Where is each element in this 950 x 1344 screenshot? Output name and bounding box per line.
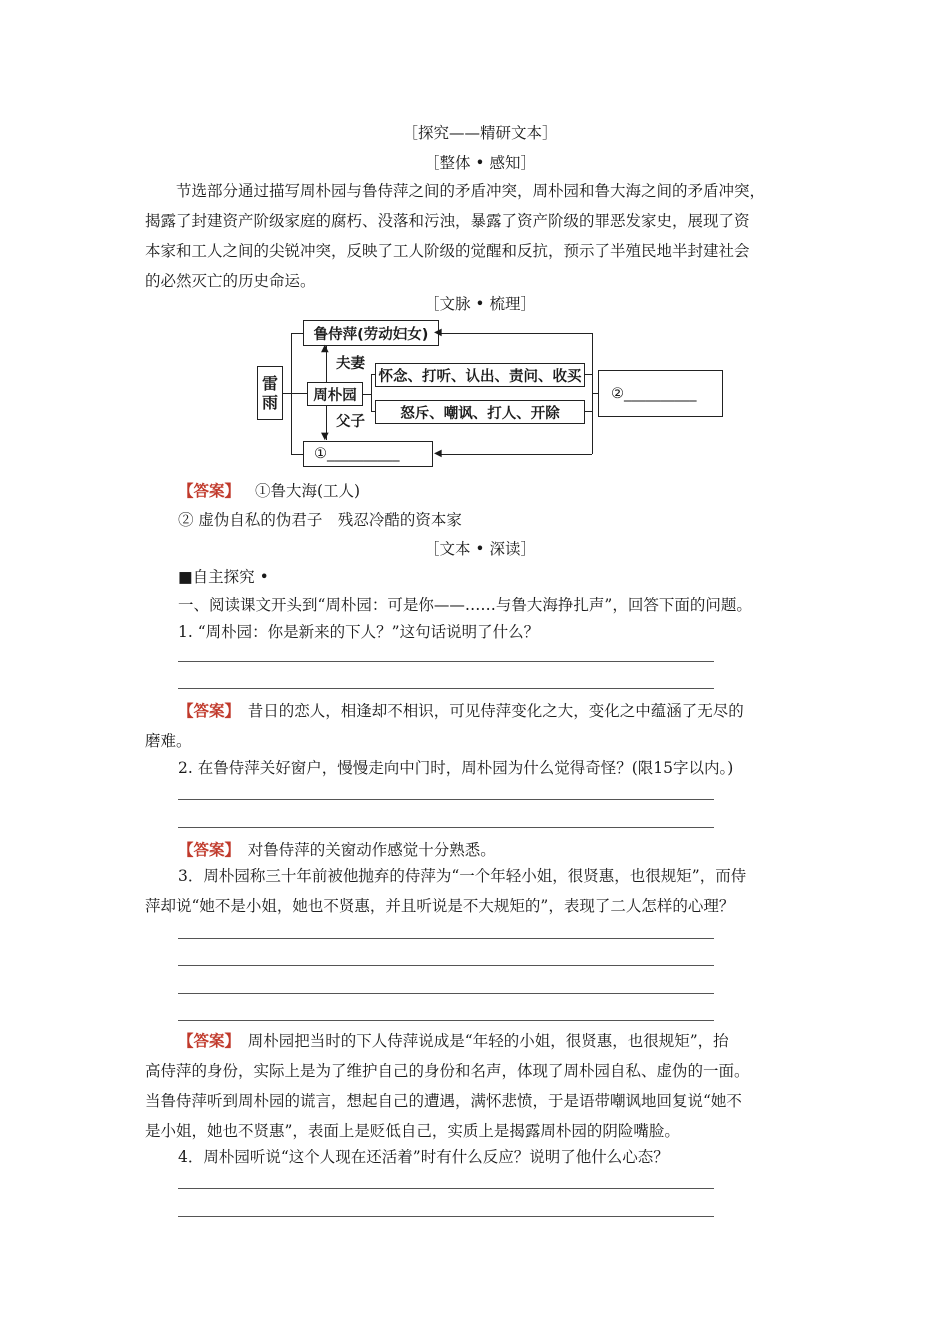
answer-3 xyxy=(145,1026,815,1146)
subtitle-overall: ［整体 • 感知］ xyxy=(424,154,536,172)
question-3: 3．周朴园称三十年前被他抛弃的侍萍为“一个年轻小姐，很贤惠，也很规矩”，而侍 萍却说“她不是小姐，她也不贤惠，并且听说是不大规矩的”，表现了二人怎样的心理？ xyxy=(145,867,747,915)
diagram-center-box: 周朴园 xyxy=(307,382,363,406)
label-father-son: 父子 xyxy=(336,414,365,430)
label-husband-wife: 夫妻 xyxy=(336,356,365,372)
answer-line xyxy=(178,799,714,800)
answer-text: 昔日的恋人，相逢却不相识，可见侍萍变化之大，变化之中蕴涵了无尽的 xyxy=(232,702,744,720)
subtitle-structure: ［文脉 • 梳理］ xyxy=(424,295,536,313)
question-1: 1. “周朴园：你是新来的下人？”这句话说明了什么？ xyxy=(178,623,540,641)
answer-line xyxy=(178,965,714,966)
diagram-row-2: 怒斥、嘲讽、打人、开除 xyxy=(375,400,585,424)
subtitle-reading: ［文本 • 深读］ xyxy=(424,540,536,558)
diagram-left-box: 雷雨 xyxy=(257,366,283,420)
answer-tag: 【答案】 xyxy=(178,840,233,859)
answer-line xyxy=(178,938,714,939)
diagram-top-box: 鲁侍萍(劳动妇女) xyxy=(303,320,439,346)
self-study-heading: ■自主探究 • xyxy=(178,568,269,586)
summary-line: 揭露了封建资产阶级家庭的腐朽、没落和污浊，暴露了资产阶级的罪恶发家史，展现了资 xyxy=(145,212,750,230)
diagram-blank-2: ②__________ xyxy=(598,370,723,417)
section-title: ［探究——精研文本］ xyxy=(402,124,558,142)
answer-text: ①鲁大海(工人) xyxy=(254,482,361,500)
summary-line: 的必然灭亡的历史命运。 xyxy=(145,272,316,290)
answer-text: 是小姐，她也不贤惠”，表面上是贬低自己，实质上是揭露周朴园的阴险嘴脸。 xyxy=(145,1122,680,1140)
answer-text: 当鲁侍萍听到周朴园的谎言，想起自己的遭遇，满怀悲愤，于是语带嘲讽地回复说“她不 xyxy=(145,1092,742,1110)
answer-line xyxy=(178,1188,714,1189)
section-intro: 一、阅读课文开头到“周朴园：可是你——……与鲁大海挣扎声”，回答下面的问题。 xyxy=(178,596,752,614)
answer-text: 周朴园把当时的下人侍萍说成是“年轻的小姐，很贤惠，也很规矩”，抬 xyxy=(232,1032,729,1050)
answer-2 xyxy=(178,838,496,860)
answer-diagram-1 xyxy=(178,479,360,501)
answer-text: 高侍萍的身份，实际上是为了维护自己的身份和名声，体现了周朴园自私、虚伪的一面。 xyxy=(145,1062,750,1080)
summary-line: 本家和工人之间的尖锐冲突，反映了工人阶级的觉醒和反抗，预示了半殖民地半封建社会 xyxy=(145,242,750,260)
question-4: 4．周朴园听说“这个人现在还活着”时有什么反应？说明了他什么心态？ xyxy=(178,1148,669,1166)
answer-tag: 【答案】 xyxy=(178,701,233,720)
answer-diagram-2: ② 虚伪自私的伪君子 残忍冷酷的资本家 xyxy=(178,511,462,529)
question-2: 2. 在鲁侍萍关好窗户，慢慢走向中门时，周朴园为什么觉得奇怪？(限15字以内。) xyxy=(178,759,734,777)
answer-line xyxy=(178,827,714,828)
answer-line xyxy=(178,661,714,662)
answer-text: 磨难。 xyxy=(145,732,192,750)
answer-tag: 【答案】 xyxy=(178,1031,233,1050)
diagram-row-1: 怀念、打听、认出、责问、收买 xyxy=(375,363,585,387)
answer-1 xyxy=(145,696,815,756)
answer-line xyxy=(178,1020,714,1021)
answer-text: 对鲁侍萍的关窗动作感觉十分熟悉。 xyxy=(232,841,496,859)
answer-tag: 【答案】 xyxy=(178,481,241,500)
document-page: ［探究——精研文本］ ［整体 • 感知］ 节选部分通过描写周朴园与鲁侍萍之间的矛盾冲突，周朴园和鲁大海之间的矛盾冲突， 揭露了封建资产阶级家庭的腐朽、没落和污浊，暴露了资产阶级的罪恶发家史，展现了资 本家和工人之间的尖锐冲突，反映了工人阶级的觉醒和反抗，预示了半殖民地半封建社会 的必然灭亡的历史命运。 ［文脉 • 梳理］ 雷雨 鲁侍萍(劳动妇女) 周朴园 ①__________ ▲ ▼ 夫妻 父子 怀念、打听、认出、责问、收买 怒斥、嘲讽、打人、开除 ◀ ◀ ②__________ 【答案】 ①鲁大海(工人) ② 虚伪自私的伪君子 残忍冷酷的资本家 ［文本 • 深读］ ■自主探究 • 一、阅读课文开头到“周朴园：可是你——……与鲁大海挣扎声”，回答下面的问题。 1. “周朴园：你是新来的下人？”这句话说明了什么？ 【答案】 昔日的恋人，相逢却不相识，可见侍萍变化之大，变化之中蕴涵了无尽的 磨难。 2. 在鲁侍萍关好窗户，慢慢走向中门时，周朴园为什么觉得奇怪？(限15字以内。) 【答案】 对鲁侍萍的关窗动作感觉十分熟悉。 3．周朴园称三十年前被他抛弃的侍萍为“一个年轻小姐，很贤惠，也很规矩”，而侍 萍却说“她不是小姐，她也不贤惠，并且听说是不大规矩的”，表现了二人怎样的心理？ 【答案】 周朴园把当时的下人侍萍说成是“年轻的小姐，很贤惠，也很规矩”，抬 高侍萍的身份，实际上是为了维护自己的身份和名声，体现了周朴园自私、虚伪的一面。 当鲁侍萍听到周朴园的谎言，想起自己的遭遇，满怀悲愤，于是语带嘲讽地回复说“她不 是小姐，她也不贤惠”，表面上是贬低自己，实质上是揭露周朴园的阴险嘴脸。 4．周朴园听说“这个人现在还活着”时有什么反应？说明了他什么心态？ xyxy=(0,0,950,1344)
summary-line: 节选部分通过描写周朴园与鲁侍萍之间的矛盾冲突，周朴园和鲁大海之间的矛盾冲突， xyxy=(145,182,766,200)
answer-line xyxy=(178,993,714,994)
answer-line xyxy=(178,688,714,689)
diagram-blank-1: ①__________ xyxy=(303,441,433,467)
answer-line xyxy=(178,1216,714,1217)
summary-paragraph xyxy=(145,176,815,296)
